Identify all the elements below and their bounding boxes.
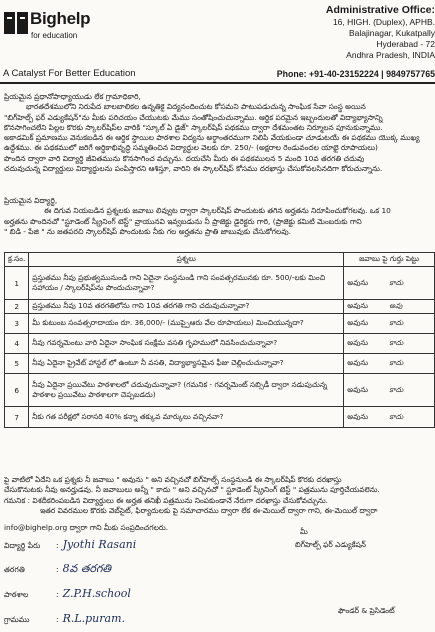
closing-line: చేసుకొనుటకు నీవు అనర్హుడవు. నీ జవాబులు అన్నీ " కాదు " అని వచ్చినచో " స్టూడెంట్ స్క్రీనింగ్ టెస్ట్ " పత్రమును పూర్తిచేయవలెను. xyxy=(4,485,380,495)
student-note xyxy=(4,196,435,237)
answer-cell[interactable] xyxy=(344,267,435,300)
row-question: నీవు గవర్నమెంటు వారి ఏదైనా సాంఘిక సంక్షేమ వసతి గృహములో నివసించుచున్నావా? xyxy=(29,334,344,354)
bighelp-logo-icon xyxy=(4,9,28,37)
row-question: మీ కుటుంబ సంవత్సరాదాయం రూ. 36,000/- (ముప్పైఆరు వేల రూపాయలు) మించియున్నదా? xyxy=(29,314,344,334)
intro-line: అకాడమిక్ ప్రమాణము వెనుకబడిన ఈ ఆర్థిక స్థాయిల పాఠశాల విద్యను అర్థాంతరముగా నిలిపి వేయకుండా చూడుటయే ఈ పథకము యొక్క ముఖ్య xyxy=(4,133,420,143)
tagline: A Catalyst For Better Education xyxy=(3,68,136,79)
answer-yes[interactable]: అవును xyxy=(347,318,369,327)
row-num: 3 xyxy=(5,314,29,334)
closing-line: గమనిక : విశదీకరింపబడిన విద్యార్థులు ఈ అర్హత తనిఖీ పత్రమును నింపకుండానే నేరుగా దరఖాస్తు చేసుకోవచ్చును. xyxy=(4,495,328,505)
answer-no-mark[interactable]: కాదు xyxy=(389,358,404,367)
answer-yes[interactable]: అవును xyxy=(347,358,369,367)
table-row xyxy=(5,374,435,407)
row-num: 5 xyxy=(5,354,29,374)
class-field[interactable]: తరగతి : 8వ తరగతి xyxy=(4,562,111,575)
table-header-row xyxy=(5,253,435,267)
village-label: గ్రామము xyxy=(4,615,30,624)
village-value[interactable]: R.L.puram. xyxy=(62,612,126,625)
answer-no-mark[interactable]: అవు xyxy=(389,301,403,310)
answer-no-mark[interactable]: కాదు xyxy=(389,338,404,347)
office-address-line: 16, HIGH. (Duplex), APHB. xyxy=(332,17,435,27)
answer-no-mark[interactable]: కాదు xyxy=(389,318,404,327)
school-value[interactable]: Z.P.H.school xyxy=(62,587,131,600)
closing-paragraph xyxy=(4,475,435,516)
header-num: క్ర.సం. xyxy=(5,253,29,267)
student-note-line: అర్హతను పొందినచో "స్టూడెంట్ స్క్రీనింగ్ టెస్ట్" వ్రాయునవి ఇవ్వబడును నీ ప్రాజెక్టు డైరెక్టరు గారి, (ప్రాజెక్టు కమిటి మెంబరుకు గాని xyxy=(4,216,362,226)
brand-name: Bighelp xyxy=(30,9,91,28)
answer-cell[interactable] xyxy=(344,354,435,374)
office-address-block xyxy=(255,4,435,80)
header-question: ప్రశ్నలు xyxy=(29,253,344,267)
office-address-line: Hyderabad - 72 xyxy=(376,39,435,49)
intro-line: ప్రియమైన ప్రధానోపాధ్యాయుడు లేక గ్రామాధికారి, xyxy=(4,92,141,101)
intro-line: చదువుచున్న విద్యార్థులు విద్యార్థులను పంపిస్తారని ఆశిస్తూ, వారిని ఈ స్కాలర్‌షిప్ కోసము దరఖాస్తు చేసుకోవలసినదిగా కోరుచున్నాను. xyxy=(4,164,383,174)
row-num: 4 xyxy=(5,334,29,354)
office-title: Administrative Office: xyxy=(325,4,435,16)
signature-founder: ఫౌండర్ & ప్రెసిడెంట్ xyxy=(338,606,395,615)
row-question: నీవు ఏదైనా ప్రయివేటు పాఠశాలలో చదువుచున్నావా? (గమనిక - గవర్నమెంట్ సబ్సిడీ ద్వారా నడుపుచున్న పాఠశాల ప్రయివేటు పాఠశాలగా చెప్పబడదు) xyxy=(29,374,344,407)
signature-organization: బిగ్‌హెల్ప్ ఫర్ ఎడ్యుకేషన్ xyxy=(295,540,366,549)
intro-line: భారతదేశములోని నిరుపేద బాలబాలికల ఉన్నతికై విద్యనందించుట కోసమని పాటుపడుచున్న సాంఘిక సేవా సంస్థ అయిన xyxy=(26,102,366,112)
row-num: 7 xyxy=(5,407,29,428)
table-row xyxy=(5,334,435,354)
table-row xyxy=(5,314,435,334)
table-row xyxy=(5,407,435,428)
table-row xyxy=(5,354,435,374)
answer-yes[interactable]: అవును xyxy=(347,301,369,310)
answer-yes[interactable]: అవును xyxy=(347,411,369,421)
brand-subtitle: for education xyxy=(31,31,78,40)
office-phone: Phone: +91-40-23152224 | 9849757765 xyxy=(276,69,435,79)
row-question: నీకు గత పరీక్షలో సరాసరి 40% కన్నా తక్కువ మార్కులు వచ్చినవా? xyxy=(29,407,344,428)
student-note-line: ప్రియమైన విద్యార్థి, xyxy=(4,196,58,205)
office-address-line: Andhra Pradesh, INDIA xyxy=(346,50,435,60)
eligibility-table xyxy=(4,252,435,428)
answer-cell[interactable] xyxy=(344,300,435,314)
table-row xyxy=(5,267,435,300)
table-row xyxy=(5,300,435,314)
row-num: 6 xyxy=(5,374,29,407)
closing-line: పై వాటిలో ఏదేని ఒక ప్రశ్నకు నీ జవాబు " అవును " అని వచ్చినచో బిగ్‌హెల్ప్ సంస్థనుండి ఈ స్కాలర్‌షిప్ కొరకు దరఖాస్తు xyxy=(4,475,342,484)
answer-cell[interactable] xyxy=(344,334,435,354)
intro-line: పొందిన ద్వారా వారి విద్యార్థి జీవితమును కొనసాగించ వచ్చును. దయచేసి మీరు ఈ పథకములన 5 మంది 10వ తరగతి చదువు xyxy=(4,153,365,163)
student-note-line: ఈ దిగువ నియబడిన ప్రశ్నలకు జవాబు లివ్వుట ద్వారా స్కాలర్‌షిప్ పొందుటకు తగిన అర్హతను నిరూపించుకోగలవు. ఒక 10 xyxy=(44,206,391,216)
contact-email-line: info@bighelp.org ద్వారా గాని మీకు సంప్రదించగలరు. xyxy=(4,523,169,532)
intro-line: కొనసాగించలేని పిల్లల కొరకు స్కాలర్‌షిప్‌ల వారికి "స్కూల్ ఏ డైజ్" స్కాలర్‌షిప్ పథకము ద్వారా దేశమంతట నిర్మూలన పూనుకున్నాము. xyxy=(4,122,383,132)
answer-yes[interactable]: అవును xyxy=(347,384,369,394)
answer-yes[interactable]: అవును xyxy=(347,277,369,287)
student-note-line: " బిడి - పేజి " ను జతపరచి స్కాలర్‌షిప్ పొందుటకు నీకు గల అర్హతను ప్రాతి జాబువుకు చేసుకోగలవు. xyxy=(4,226,291,236)
answer-cell[interactable] xyxy=(344,374,435,407)
class-value[interactable]: 8వ తరగతి xyxy=(62,562,111,575)
school-label: పాఠశాల xyxy=(4,590,29,599)
intro-line: "బిగ్‌హెల్ప్ ఫర్ ఎడ్యుకేషన్"ను మీకు పరిచయం చేయుటకు మేము సంతోషించుచున్నాము. ఆర్థిక పరమైన ఇబ్బందులతో విద్యాభ్యాసాన్ని xyxy=(4,112,383,122)
row-num: 2 xyxy=(5,300,29,314)
school-field[interactable]: పాఠశాల : Z.P.H.school xyxy=(4,587,131,600)
office-address-line: Balajinagar, Kukatpally xyxy=(348,28,435,38)
answer-yes[interactable]: అవును xyxy=(347,338,369,347)
student-name-field[interactable]: విద్యార్థి పేరు : Jyothi Rasani xyxy=(4,538,137,551)
header-divider xyxy=(0,82,435,84)
signature-yours: మీ xyxy=(300,527,308,536)
answer-no-mark[interactable]: కాదు xyxy=(389,277,404,287)
row-question: నీవు ఏదైనా ప్రైవేట్ హాస్టల్ లో ఉంటూ నీ వసతి, విద్యాభ్యాసమైన ఫీజు చెల్లించుచున్నావా? xyxy=(29,354,344,374)
closing-line: ఇతర వివరముల కొరకు వెబ్‌సైట్, ఫిర్యాదులకు పై సమాచారము ద్వారా లేక ఈ-మెయిల్ ద్వారా గాని, ఈ-మెయిల్ ద్వారా xyxy=(40,505,378,515)
intro-line: ఉద్దేశము. ఈ పథకములో జరిగే ఆర్థికాభివృద్ధి సమ్మతించిన విద్యార్థుల వెలకు రూ. 250/- (అక్షరాల రెండువందల యాభై రూపాయలు) xyxy=(4,143,378,153)
student-name-label: విద్యార్థి పేరు xyxy=(4,541,41,550)
intro-paragraph xyxy=(4,92,435,174)
student-name-value[interactable]: Jyothi Rasani xyxy=(62,538,137,551)
row-num: 1 xyxy=(5,267,29,300)
answer-cell[interactable] xyxy=(344,407,435,428)
class-label: తరగతి xyxy=(4,565,25,574)
row-question: ప్రస్తుతము నీవు 10వ తరగతిలోను గాని 10వ తరగతి గాని చదువుచున్నావా? xyxy=(29,300,344,314)
village-field[interactable]: గ్రామము : R.L.puram. xyxy=(4,612,126,625)
header-answer: జవాబు పై గుర్తు పెట్టు xyxy=(344,253,435,267)
row-question: ప్రస్తుతము నీవు ప్రభుత్వమునుండి గాని ఏదైనా సంస్థనుండి గాని సంవత్సరమునకు రూ. 500/-లకు మించి సహాయం / స్కాలర్‌షిప్‌ను పొందుచున్నావా? xyxy=(29,267,344,300)
answer-cell[interactable] xyxy=(344,314,435,334)
answer-no-mark[interactable]: కాదు xyxy=(389,384,404,394)
answer-no-mark[interactable]: కాదు xyxy=(389,411,404,421)
